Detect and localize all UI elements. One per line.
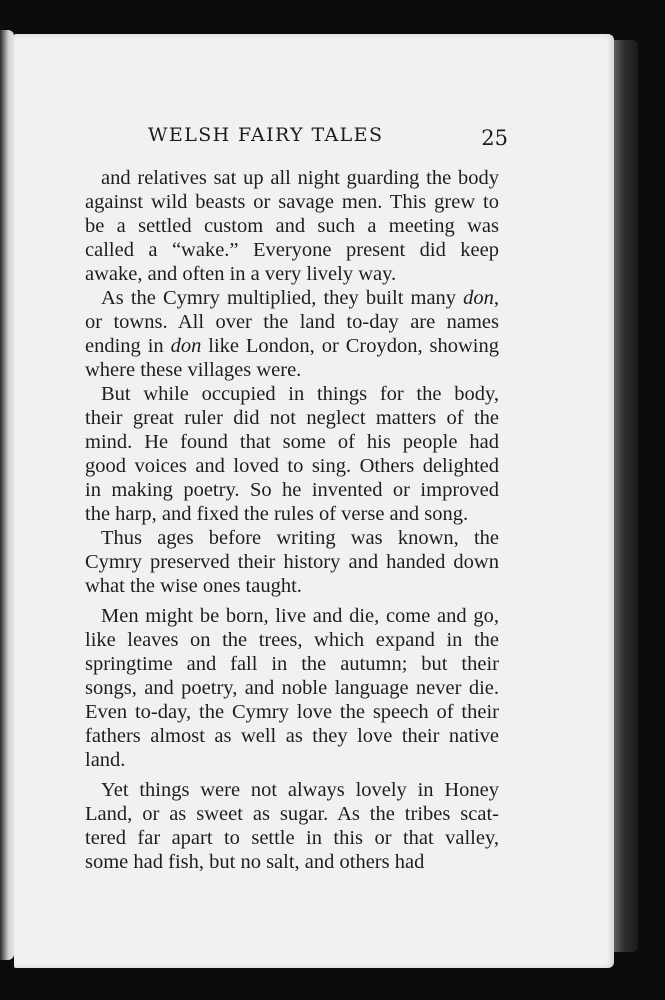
text-line: be a settled custom and such a meeting was [85, 215, 499, 237]
text-line: mind. He found that some of his people had [85, 431, 499, 453]
paragraph [85, 526, 499, 598]
text-line: the harp, and fixed the rules of verse and song. [85, 503, 469, 525]
text-line: Yet things were not always lovely in Honey [101, 779, 499, 801]
text-line: in making poetry. So he invented or improved [85, 479, 499, 501]
page-number: 25 [481, 126, 508, 150]
body-text [85, 166, 499, 874]
text-line: But while occupied in things for the body, [101, 383, 499, 405]
running-head [148, 124, 508, 154]
text-line: tered far apart to settle in this or that valley, [85, 827, 499, 849]
text-line: against wild beasts or savage men. This grew to [85, 191, 499, 213]
text-line: what the wise ones taught. [85, 575, 302, 597]
paragraph [85, 166, 499, 286]
text-line: or towns. All over the land to-day are names [85, 311, 499, 333]
text-line: called a “wake.” Everyone present did keep [85, 239, 499, 261]
text-line: songs, and poetry, and noble language never die. [85, 677, 499, 699]
text-line: where these villages were. [85, 359, 302, 381]
paragraph [85, 286, 499, 382]
text-line: Men might be born, live and die, come and go, [101, 605, 499, 627]
text-line: As the Cymry multiplied, they built many don, [101, 287, 499, 309]
running-title: WELSH FAIRY TALES [148, 124, 384, 146]
text-line: fathers almost as well as they love their native [85, 725, 499, 747]
text-line: Land, or as sweet as sugar. As the tribes scat- [85, 803, 499, 825]
paragraph [85, 382, 499, 526]
text-line: Thus ages before writing was known, the [101, 527, 499, 549]
facing-page-edge [0, 30, 14, 960]
text-line: Cymry preserved their history and handed down [85, 551, 499, 573]
text-line: and relatives sat up all night guarding the body [101, 167, 499, 189]
text-line: awake, and often in a very lively way. [85, 263, 397, 285]
paragraph [85, 604, 499, 772]
text-line: ending in don like London, or Croydon, showing [85, 335, 499, 357]
text-line: land. [85, 749, 126, 771]
text-line: good voices and loved to sing. Others delighted [85, 455, 499, 477]
text-line: like leaves on the trees, which expand in the [85, 629, 499, 651]
text-line: Even to-day, the Cymry love the speech of their [85, 701, 499, 723]
text-line: springtime and fall in the autumn; but their [85, 653, 499, 675]
paragraph [85, 778, 499, 874]
text-line: their great ruler did not neglect matters of the [85, 407, 499, 429]
text-line: some had fish, but no salt, and others had [85, 851, 425, 873]
